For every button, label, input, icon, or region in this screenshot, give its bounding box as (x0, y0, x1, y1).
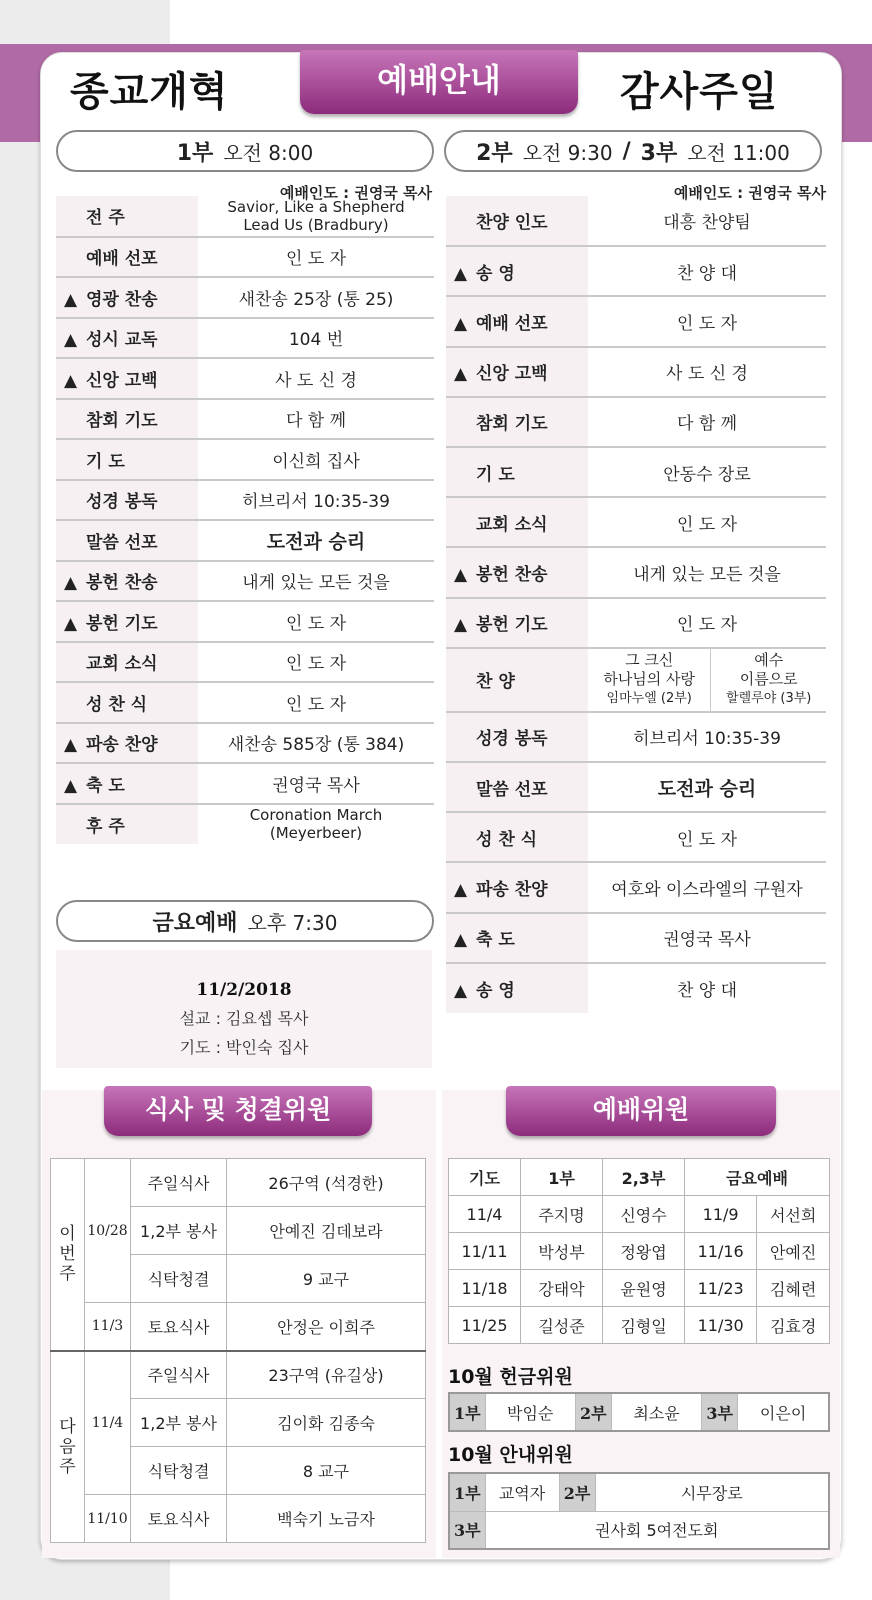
triangle-icon: ▲ (454, 615, 468, 636)
meal-kind: 식탁청결 (131, 1255, 227, 1303)
worship-row (449, 1196, 830, 1233)
program-label-text: 성 찬 식 (476, 829, 538, 850)
program-label-text: 송 영 (476, 263, 515, 284)
program-value: 다 함 께 (198, 399, 434, 440)
program-row (56, 237, 434, 278)
program-label (56, 318, 198, 359)
offering-value: 최소윤 (611, 1393, 701, 1431)
program-label-text: 봉헌 기도 (476, 615, 548, 636)
usher-key: 2부 (559, 1473, 595, 1511)
program-row (56, 763, 434, 804)
program-label-text: 예배 선포 (86, 249, 158, 270)
slash: / (622, 138, 631, 164)
program-label (56, 804, 198, 845)
program-label-text: 성경 봉독 (86, 492, 158, 513)
worship-cell: 정왕엽 (603, 1233, 685, 1270)
program-row (446, 397, 826, 447)
program-label (446, 447, 588, 497)
program-label (56, 763, 198, 804)
worship-row (449, 1307, 830, 1344)
program-label-text: 봉헌 기도 (86, 613, 158, 634)
program-row (446, 862, 826, 912)
worship-cell: 주지명 (521, 1196, 603, 1233)
program-label (56, 723, 198, 764)
program-label-text: 축 도 (86, 775, 125, 796)
program-row (446, 246, 826, 296)
program-row (446, 347, 826, 397)
program-label (446, 547, 588, 597)
program-value: 찬 양 대 (588, 246, 826, 296)
worship-cell: 강태악 (521, 1270, 603, 1307)
worship-cell: 김형일 (603, 1307, 685, 1344)
program-label (446, 712, 588, 762)
program-label (56, 642, 198, 683)
program-value: 권영국 목사 (588, 913, 826, 963)
song-line: 예수 (754, 651, 784, 670)
triangle-icon: ▲ (454, 313, 468, 334)
program-label-text: 송 영 (476, 980, 515, 1001)
worship-cell: 박성부 (521, 1233, 603, 1270)
program-value: 인 도 자 (198, 601, 434, 642)
program-label (56, 277, 198, 318)
program-row (56, 480, 434, 521)
program-label-text: 신앙 고백 (86, 370, 158, 391)
program-value: 도전과 승리 (198, 520, 434, 561)
song-line: 임마누엘 (2부) (606, 691, 692, 707)
program-row (56, 804, 434, 845)
program-value: 히브리서 10:35-39 (588, 712, 826, 762)
program-label (56, 196, 198, 237)
program-row (446, 648, 826, 712)
program-row (446, 196, 826, 246)
program-label (446, 812, 588, 862)
program-label-text: 전 주 (86, 208, 125, 229)
worship-cell: 11/30 (685, 1307, 757, 1344)
program-value: 내게 있는 모든 것을 (588, 547, 826, 597)
usher-key: 1부 (449, 1473, 485, 1511)
meal-kind: 주일식사 (131, 1351, 227, 1399)
meal-date: 11/10 (85, 1495, 131, 1543)
program-value-a (588, 648, 711, 712)
friday-prayer: 기도 : 박인숙 집사 (179, 1038, 309, 1057)
song-line: 이름으로 (739, 670, 798, 689)
program-row (56, 642, 434, 683)
program-label-text: 기 도 (86, 451, 125, 472)
offering-title: 10월 헌금위원 (448, 1366, 573, 1388)
meal-date: 11/3 (85, 1303, 131, 1351)
triangle-icon: ▲ (64, 330, 78, 351)
program-value: 찬 양 대 (676, 980, 738, 1001)
meal-kind: 1,2부 봉사 (131, 1399, 227, 1447)
meal-date: 10/28 (85, 1159, 131, 1303)
worship-cell: 11/11 (449, 1233, 521, 1270)
program-label-text: 영광 찬송 (86, 289, 158, 310)
offering-table (448, 1392, 830, 1432)
program-row (56, 601, 434, 642)
program-label (446, 648, 588, 712)
triangle-icon: ▲ (454, 930, 468, 951)
program-label-text: 후 주 (86, 816, 125, 837)
meal-date: 11/4 (85, 1351, 131, 1495)
program-value: 다 함 께 (588, 397, 826, 447)
program-label (56, 399, 198, 440)
program-label-text: 교회 소식 (476, 514, 548, 535)
triangle-icon: ▲ (64, 613, 78, 634)
service2-part: 2부 (476, 140, 513, 166)
program-label (446, 296, 588, 346)
meal-kind: 토요식사 (131, 1303, 227, 1351)
worship-cell: 김혜련 (757, 1270, 830, 1307)
friday-title: 금요예배 (152, 910, 238, 936)
program-value: 인 도 자 (588, 497, 826, 547)
program-label (56, 439, 198, 480)
program-row (56, 318, 434, 359)
service1-time: 오전 8:00 (223, 140, 314, 165)
meal-who: 9 교구 (227, 1255, 426, 1303)
friday-pill (56, 900, 434, 942)
usher-key: 3부 (449, 1511, 485, 1549)
program-label-text: 기 도 (476, 464, 515, 485)
offering-key: 3부 (702, 1393, 738, 1431)
service3-part: 3부 (640, 140, 678, 166)
program-value: 인 도 자 (588, 812, 826, 862)
program-value: 여호와 이스라엘의 구원자 (588, 862, 826, 912)
triangle-icon: ▲ (454, 980, 468, 1001)
worship-cell: 11/4 (449, 1196, 521, 1233)
program-row (446, 712, 826, 762)
offering-key: 2부 (575, 1393, 611, 1431)
offering-key: 1부 (449, 1393, 485, 1431)
worship-cell: 서선희 (757, 1196, 830, 1233)
triangle-icon: ▲ (64, 370, 78, 391)
program-value: 히브리서 10:35-39 (198, 480, 434, 521)
program-label-text: 예배 선포 (476, 313, 548, 334)
program-row (56, 561, 434, 602)
program-value: Savior, Like a Shepherd Lead Us (Bradbury) (198, 196, 434, 237)
service1-part: 1부 (176, 140, 214, 166)
meal-table (50, 1158, 426, 1543)
triangle-icon: ▲ (64, 573, 78, 594)
program-row (446, 812, 826, 862)
program-value: 이신희 집사 (198, 439, 434, 480)
program-label (446, 347, 588, 397)
worship-cell: 11/16 (685, 1233, 757, 1270)
program-label (446, 598, 588, 648)
service23-program (446, 196, 826, 1013)
usher-value: 권사회 5여전도회 (485, 1511, 829, 1549)
friday-box (56, 950, 432, 1068)
program-row (446, 547, 826, 597)
meal-who: 백숙기 노금자 (227, 1495, 426, 1543)
triangle-icon: ▲ (454, 364, 468, 385)
program-label (56, 561, 198, 602)
song-line: 그 크신 (625, 651, 674, 670)
program-value: 도전과 승리 (588, 762, 826, 812)
program-label-text: 교회 소식 (86, 654, 158, 675)
worship-header: 기도 (449, 1159, 521, 1196)
program-label (56, 682, 198, 723)
service2-time: 오전 9:30 (522, 140, 613, 165)
program-label-text: 말씀 선포 (476, 779, 548, 800)
meal-who: 안예진 김데보라 (227, 1207, 426, 1255)
worship-cell: 신영수 (603, 1196, 685, 1233)
left-title: 종교개혁 (70, 68, 229, 115)
worship-cell: 11/25 (449, 1307, 521, 1344)
usher-value: 교역자 (485, 1473, 559, 1511)
program-row (56, 358, 434, 399)
program-label (56, 358, 198, 399)
offering-value: 이은이 (738, 1393, 829, 1431)
service1-pill (56, 130, 434, 172)
program-label-text: 찬양 인도 (476, 213, 548, 234)
program-row (446, 447, 826, 497)
service23-leader: 예배인도 : 권영국 목사 (673, 184, 826, 202)
worship-cell: 안예진 (757, 1233, 830, 1270)
meal-kind: 식탁청결 (131, 1447, 227, 1495)
program-value: 인 도 자 (198, 642, 434, 683)
usher-value: 시무장로 (595, 1473, 829, 1511)
song-line: 할렐루야 (3부) (726, 691, 812, 707)
service1-program (56, 196, 434, 844)
meal-kind: 1,2부 봉사 (131, 1207, 227, 1255)
service3-time: 오전 11:00 (687, 140, 790, 165)
meal-kind: 주일식사 (131, 1159, 227, 1207)
program-row (56, 682, 434, 723)
meal-who: 23구역 (유길상) (227, 1351, 426, 1399)
worship-cell: 윤원영 (603, 1270, 685, 1307)
friday-preacher: 설교 : 김요셉 목사 (179, 1009, 309, 1028)
program-label-text: 파송 찬양 (86, 735, 158, 756)
offering-value: 박임순 (485, 1393, 575, 1431)
program-label (56, 480, 198, 521)
triangle-icon: ▲ (64, 289, 78, 310)
worship-cell: 11/18 (449, 1270, 521, 1307)
right-title: 감사주일 (620, 68, 779, 115)
program-row (446, 296, 826, 346)
triangle-icon: ▲ (454, 263, 468, 284)
worship-header: 금요예배 (685, 1159, 830, 1196)
program-value: 권영국 목사 (198, 763, 434, 804)
program-value: 사 도 신 경 (198, 358, 434, 399)
program-label (446, 963, 588, 1013)
program-label (446, 497, 588, 547)
program-label-text: 참회 기도 (476, 414, 548, 435)
worship-table (448, 1158, 830, 1344)
program-label-text: 찬 양 (476, 672, 515, 693)
program-label-text: 성경 봉독 (476, 729, 548, 750)
this-week-label: 이 번 주 (51, 1159, 85, 1351)
program-row (56, 439, 434, 480)
triangle-icon: ▲ (64, 775, 78, 796)
triangle-icon: ▲ (454, 564, 468, 585)
program-value: 인 도 자 (198, 682, 434, 723)
program-value-b (711, 648, 826, 712)
service23-pill (444, 130, 822, 172)
program-label (446, 762, 588, 812)
program-label (446, 397, 588, 447)
program-label-text: 신앙 고백 (476, 364, 548, 385)
program-value: 사 도 신 경 (588, 347, 826, 397)
program-row (446, 762, 826, 812)
program-row (56, 277, 434, 318)
program-value: 104 번 (198, 318, 434, 359)
worship-row (449, 1270, 830, 1307)
meal-who: 26구역 (석경한) (227, 1159, 426, 1207)
worship-header: 2,3부 (603, 1159, 685, 1196)
program-label (56, 520, 198, 561)
program-row (446, 598, 826, 648)
triangle-icon: ▲ (454, 880, 468, 901)
program-value: 인 도 자 (588, 598, 826, 648)
program-row (446, 497, 826, 547)
worship-tab: 예배위원 (506, 1086, 776, 1136)
worship-cell: 김효경 (757, 1307, 830, 1344)
program-row (446, 963, 826, 1013)
song-line: 하나님의 사랑 (603, 670, 696, 689)
worship-row (449, 1233, 830, 1270)
program-label (446, 196, 588, 246)
program-row (56, 520, 434, 561)
worship-header: 1부 (521, 1159, 603, 1196)
program-label-text: 봉헌 찬송 (86, 573, 158, 594)
meal-kind: 토요식사 (131, 1495, 227, 1543)
friday-time: 오후 7:30 (247, 910, 338, 935)
program-label-text: 봉헌 찬송 (476, 564, 548, 585)
meal-who: 안정은 이희주 (227, 1303, 426, 1351)
friday-date: 11/2/2018 (196, 980, 292, 1000)
program-label (56, 237, 198, 278)
program-label (446, 913, 588, 963)
program-label-text: 파송 찬양 (476, 880, 548, 901)
program-label-text: 성시 교독 (86, 330, 158, 351)
next-week-label: 다 음 주 (51, 1351, 85, 1543)
program-label (446, 862, 588, 912)
meal-tab: 식사 및 청결위원 (104, 1086, 372, 1136)
worship-cell: 11/9 (685, 1196, 757, 1233)
program-value: 인 도 자 (198, 237, 434, 278)
program-label-text: 축 도 (476, 930, 515, 951)
program-label (446, 246, 588, 296)
program-value: 새찬송 25장 (통 25) (198, 277, 434, 318)
program-row (56, 399, 434, 440)
service1-leader: 예배인도 : 권영국 목사 (279, 184, 432, 202)
triangle-icon: ▲ (64, 735, 78, 756)
program-row (56, 723, 434, 764)
program-label-text: 성 찬 식 (86, 694, 148, 715)
worship-cell: 길성준 (521, 1307, 603, 1344)
program-value: 인 도 자 (588, 296, 826, 346)
program-value: 안동수 장로 (588, 447, 826, 497)
center-tab: 예배안내 (300, 50, 578, 114)
program-label (56, 601, 198, 642)
program-row (446, 913, 826, 963)
meal-who: 김이화 김종숙 (227, 1399, 426, 1447)
program-value: 내게 있는 모든 것을 (198, 561, 434, 602)
usher-table (448, 1472, 830, 1550)
usher-title: 10월 안내위원 (448, 1444, 573, 1466)
program-label-text: 말씀 선포 (86, 532, 158, 553)
worship-cell: 11/23 (685, 1270, 757, 1307)
program-value: 새찬송 585장 (통 384) (198, 723, 434, 764)
program-label-text: 참회 기도 (86, 411, 158, 432)
program-value: 대흥 찬양팀 (588, 196, 826, 246)
program-value: Coronation March (Meyerbeer) (249, 806, 383, 843)
program-row (56, 196, 434, 237)
meal-who: 8 교구 (227, 1447, 426, 1495)
